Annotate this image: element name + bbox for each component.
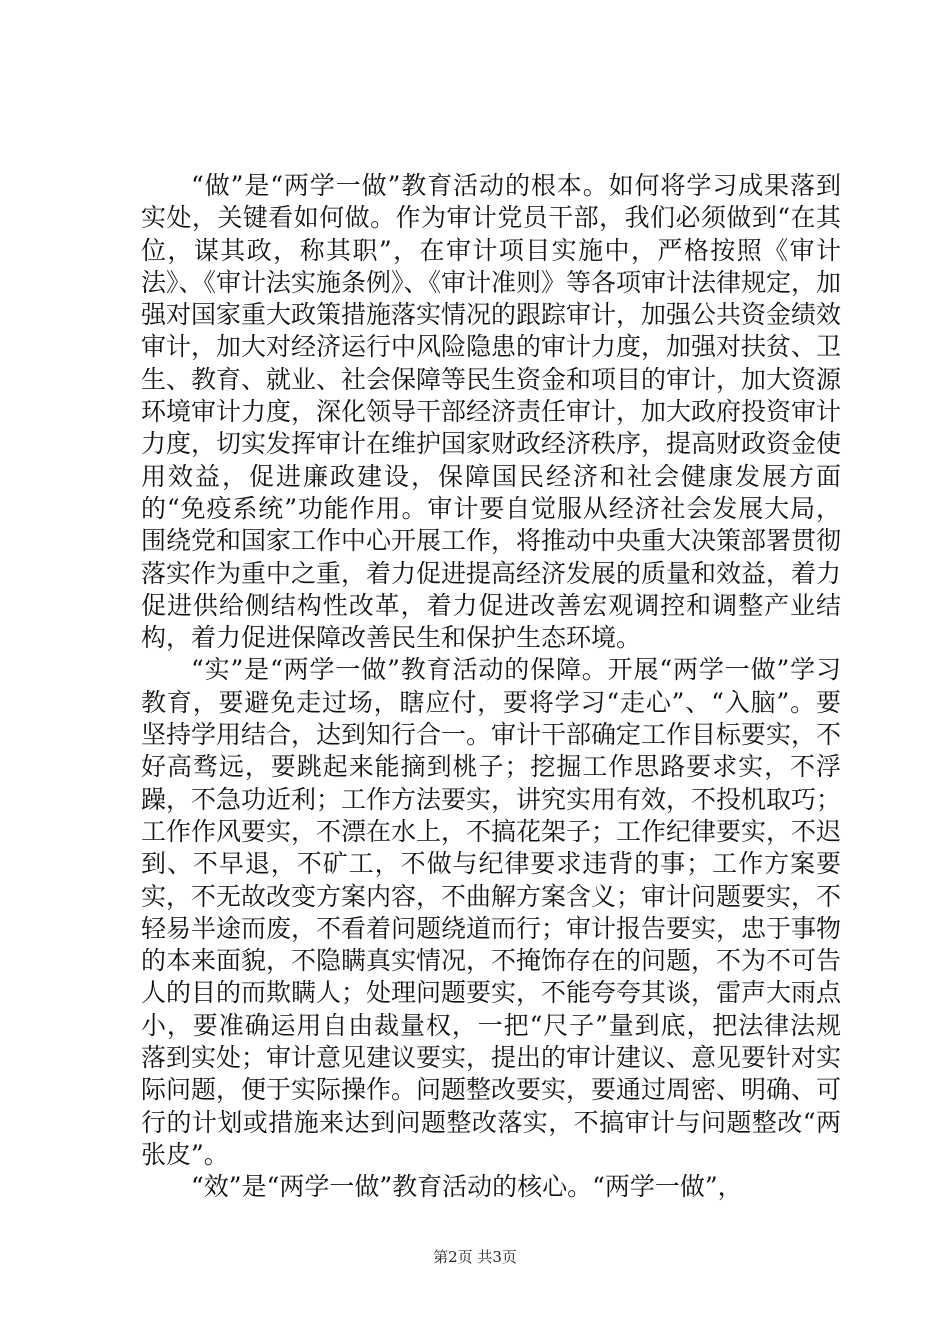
paragraph-xiao: “效”是“两学一做”教育活动的核心。“两学一做”， (191, 1172, 743, 1202)
body-text (141, 170, 841, 1204)
paragraph-shi: “实”是“两学一做”教育活动的保障。开展“两学一做”学习教育，要避免走过场，瞎应付，要将学习“走心”、“入脑”。要坚持学用结合，达到知行合一。审计干部确定工作目标要实，不好高骛远，要跳起来能摘到桃子；挖掘工作思路要求实，不浮躁，不急功近利；工作方法要实，讲究实用有效，不投机取巧；工作作风要实，不漂在水上，不搞花架子；工作纪律要实，不迟到、不早退，不矿工，不做与纪律要求违背的事；工作方案要实，不无故改变方案内容，不曲解方案含义；审计问题要实，不轻易半途而废，不看着问题绕道而行；审计报告要实，忠于事物的本来面貌，不隐瞒真实情况，不掩饰存在的问题，不为不可告人的目的而欺瞒人；处理问题要实，不能夸夸其谈，雷声大雨点小，要准确运用自由裁量权，一把“尺子”量到底，把法律法规落到实处；审计意见建议要实，提出的审计建议、意见要针对实际问题，便于实际操作。问题整改要实，要通过周密、明确、可行的计划或措施来达到问题整改落实，不搞审计与问题整改“两张皮”。 (141, 655, 842, 1169)
page-number-footer: 第2页 共3页 (433, 1248, 517, 1266)
paragraph-zuo: “做”是“两学一做”教育活动的根本。如何将学习成果落到实处，关键看如何做。作为审计党员干部，我们必须做到“在其位，谋其政，称其职”，在审计项目实施中，严格按照《审计法》、《审计法实施条例》、《审计准则》等各项审计法律规定，加强对国家重大政策措施落实情况的跟踪审计，加强公共资金绩效审计，加大对经济运行中风险隐患的审计力度，加强对扶贫、卫生、教育、就业、社会保障等民生资金和项目的审计，加大资源环境审计力度，深化领导干部经济责任审计，加大政府投资审计力度，切实发挥审计在维护国家财政经济秩序，提高财政资金使用效益，促进廉政建设，保障国民经济和社会健康发展方面的“免疫系统”功能作用。审计要自觉服从经济社会发展大局，围绕党和国家工作中心开展工作，将推动中央重大决策部署贯彻落实作为重中之重，着力促进提高经济发展的质量和效益，着力促进供给侧结构性改革，着力促进改善宏观调控和调整产业结构，着力促进保障改善民生和保护生态环境。 (141, 171, 842, 653)
